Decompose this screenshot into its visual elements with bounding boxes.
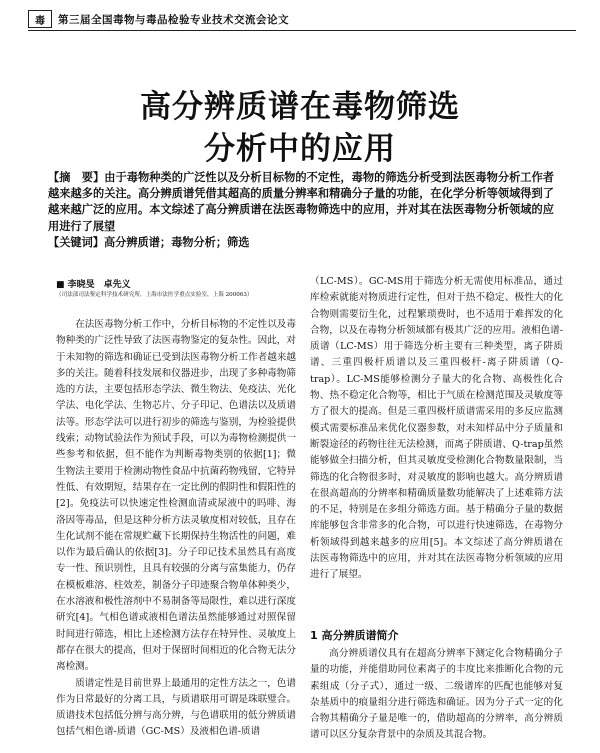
section-body (310, 646, 563, 753)
section-heading: 1 高分辨质谱简介 (310, 629, 399, 642)
paper-title-line2: 分析中的应用 (204, 131, 396, 167)
keywords: 【关键词】高分辨质谱；毒物分析；筛选 (48, 236, 250, 249)
journal-logo: 毒 (28, 10, 52, 28)
body-paragraph: 高分辨质谱仪具有在超高分辨率下测定化合物精确分子量的功能，并能借助同位素离子的丰度比来推断化合物的元素组成（分子式），通过一级、二级谱库的匹配也能够对复杂基质中的痕量组分进行筛选和确证。因为分子式一定的化合物其精确分子量是唯一的，借助超高的分辨率，高分辨质谱可以区分复杂背景中的杂质及其混合物。 (310, 648, 563, 741)
abstract: 【摘 要】由于毒物种类的广泛性以及分析目标物的不定性，毒物的筛选分析受到法医毒物分析工作者越来越多的关注。高分辨质谱凭借其超高的质量分辨率和精确分子量的功能，在化学分析等领域得到了越来越广泛的应用。本文综述了高分辨质谱在法医毒物筛选中的应用，并对其在法医毒物分析领域的应用进行了展望 (48, 171, 554, 233)
body-paragraph: 在法医毒物分析工作中，分析目标物的不定性以及毒物种类的广泛性导致了法医毒物鉴定的复杂性。因此，对于未知物的筛选和确证已受到法医毒物分析工作者越来越多的关注。随着科技发展和仪器进步，出现了多种毒物筛选的方法，主要包括形态学法、微生物法、免疫法、光化学法、电化学法、生物芯片、分子印记、色谱法以及质谱法等。形态学法可以进行初步的筛选与鉴别，为检验提供线索；动物试验法作为预试手段，可以为毒物检测提供一些参考和依据，但不能作为判断毒物类别的依据[1]；微生物法主要用于检测动物性食品中抗菌药物残留，它特异性低、有效期短，结果存在一定比例的假阴性和假阳性的[2]。免疫法可以快速定性检测血清或尿液中的吗啡、海洛因等毒品，但是这种分析方法灵敏度相对较低，且存在生化试剂不能在常规贮藏下长期保持生物活性的问题，难以作为最后确认的依据[3]。分子印记技术虽然具有高度专一性、预识别性，且具有较强的分离与富集能力，仍存在模板难溶、柱效差，制备分子印迹聚合物单体种类少，在水溶液和极性溶剂中不易制备等局限性，难以进行深度研究[4]。气相色谱或液相色谱法虽然能够通过对照保留时间进行筛选，相比上述检测方法存在特异性、灵敏度上都存在很大的提高，但对于保留时间相近的化合物无法分离检测。 (56, 319, 296, 673)
author-names: ■ 李晓旻 卓先义 (56, 280, 131, 290)
body-paragraph: （LC-MS）。GC-MS用于筛选分析无需使用标准品，通过库检索就能对物质进行定性，但对于热不稳定、极性大的化合物则需要衍生化，过程繁琐费时，也不适用于难挥发的化合物，以及在毒物分析领域都有极其广泛的应用。液相色谱-质谱（LC-MS）用于筛选分析主要有三种类型，离子阱质谱、三重四极杆质谱以及三重四极杆-离子阱质谱（Q-trap）。LC-MS能够检测分子量大的化合物、高极性化合物、热不稳定化合物等，相比于气质在检测范围及灵敏度等方了很大的提高。但是三重四极杆质谱需采用的多反应监测模式需要标准品来优化仪器参数，对未知样品中分子质量和断裂途径的药物往往无法检测，而离子阱质谱、Q-trap虽然能够做全扫描分析，但其灵敏度受检测化合物数量限制，当筛选的化合物很多时，对灵敏度的影响也越大。高分辨质谱在很高超高的分辨率和精确质量数功能解决了上述难筛方法的不足，特别是在多组分筛选方面。基于精确分子量的数据库能够包含非常多的化合物，可以进行快速筛选，在毒物分析领域得到越来越多的应用[5]。本文综述了高分辨质谱在法医毒物筛选中的应用，并对其在法医毒物分析领域的应用进行了展望。 (310, 276, 563, 581)
body-paragraph: 质谱定性是目前世界上最通用的定性方法之一，色谱作为日常最好的分离工具，与质谱联用可谓是珠联璧合。质谱技术包括低分辨与高分辨，与色谱联用的低分辨质谱包括气相色谱-质谱（GC-MS）及液相色谱-质谱 (56, 677, 296, 738)
left-column-body (56, 317, 296, 753)
right-column-body (310, 274, 563, 614)
journal-line: 第三届全国毒物与毒品检验专业技术交流会论文 (58, 13, 289, 26)
paper-title-line1: 高分辨质谱在毒物筛选 (140, 89, 460, 125)
running-header (28, 8, 576, 31)
author-affiliation: （司法部司法鉴定科学技术研究所，上海市法医学重点实验室，上海 200063） (56, 292, 253, 298)
